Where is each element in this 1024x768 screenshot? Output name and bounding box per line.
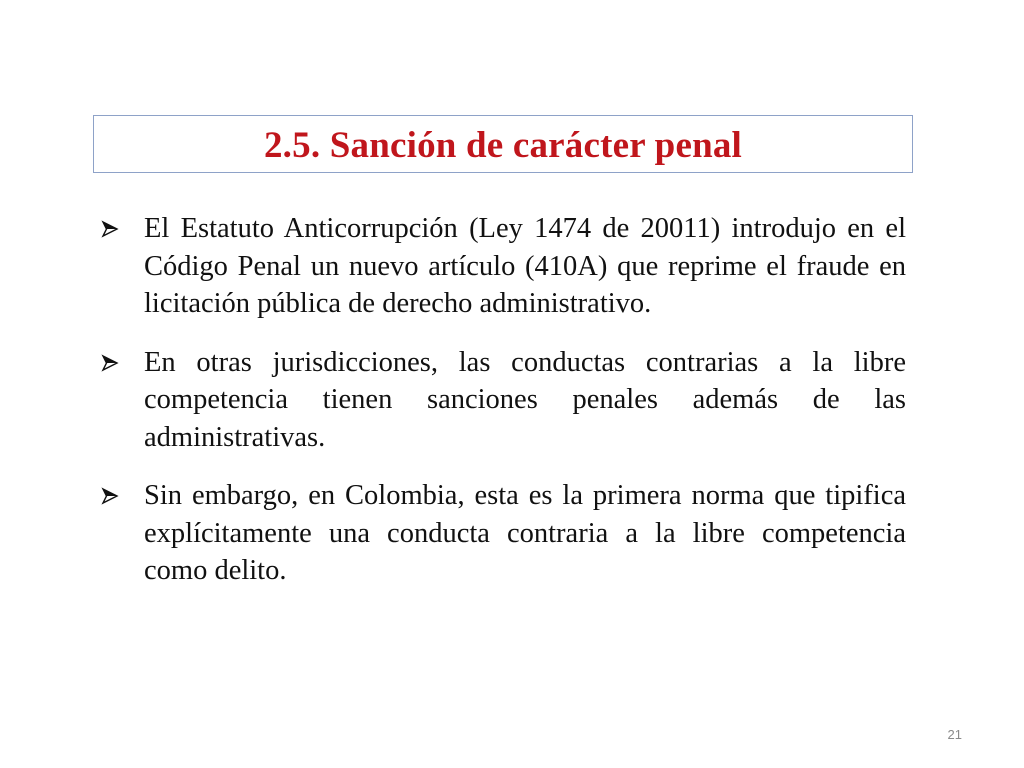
arrow-bullet-icon bbox=[100, 477, 144, 515]
bullet-list bbox=[100, 210, 906, 611]
slide-title: 2.5. Sanción de carácter penal bbox=[263, 124, 743, 166]
bullet-item bbox=[100, 477, 906, 590]
page-number: 21 bbox=[947, 727, 962, 742]
bullet-text: Sin embargo, en Colombia, esta es la primera norma que tipifica explícitamente una conducta contraria a la libre competencia como delito. bbox=[144, 480, 906, 586]
bullet-text: En otras jurisdicciones, las conductas contrarias a la libre competencia tienen sanciones penales además de las administrativas. bbox=[144, 346, 906, 453]
bullet-item bbox=[100, 344, 906, 457]
arrow-bullet-icon bbox=[100, 210, 144, 248]
bullet-item bbox=[100, 210, 906, 323]
bullet-text: El Estatuto Anticorrupción (Ley 1474 de 20011) introdujo en el Código Penal un nuevo artículo (410A) que reprime el fraude en licitación pública de derecho administrativo. bbox=[144, 213, 906, 319]
title-box bbox=[93, 115, 913, 173]
arrow-bullet-icon bbox=[100, 344, 144, 382]
